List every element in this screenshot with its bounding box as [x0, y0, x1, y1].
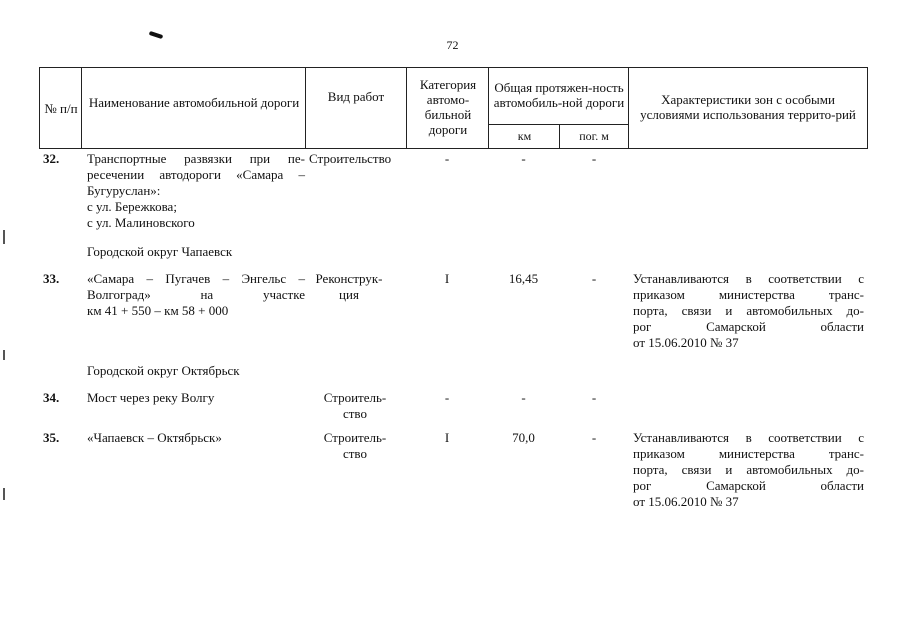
- row-number: 35.: [43, 430, 60, 445]
- road-name: «Чапаевск – Октябрьск»: [87, 430, 222, 445]
- road-name-line: Волгоград» на участке: [87, 287, 305, 302]
- zone-line: приказом министерства транс-: [633, 446, 864, 461]
- length-m: -: [591, 271, 597, 286]
- scan-edge-mark: [3, 230, 5, 244]
- zone-line: от 15.06.2010 № 37: [633, 494, 739, 509]
- zone-line: приказом министерства транс-: [633, 287, 864, 302]
- length-km: -: [521, 151, 526, 166]
- road-name-line: Бугуруслан»:: [87, 183, 161, 198]
- category: I: [444, 271, 450, 286]
- road-name-line: с ул. Малиновского: [87, 215, 195, 230]
- row-number: 34.: [43, 390, 60, 405]
- road-name: Мост через реку Волгу: [87, 390, 215, 405]
- zone-line: рог Самарской области: [633, 319, 864, 334]
- road-name-line: «Самара – Пугачев – Энгельс –: [87, 271, 305, 286]
- road-name: [87, 151, 305, 231]
- zone-line: Устанавливаются в соответствии с: [633, 271, 864, 286]
- header-work-type: Вид работ: [327, 88, 385, 104]
- category: -: [444, 151, 450, 166]
- road-name-line: км 41 + 550 – км 58 + 000: [87, 303, 229, 318]
- header-num: № п/п: [44, 100, 78, 116]
- work-type: Строитель-ство: [323, 430, 387, 461]
- road-name: [87, 271, 305, 319]
- zone-line: рог Самарской области: [633, 478, 864, 493]
- zone-characteristics: [633, 430, 864, 510]
- work-type: Реконструк-ция: [315, 271, 383, 302]
- zone-line: порта, связи и автомобильных до-: [633, 462, 864, 477]
- work-type: Строительство: [309, 151, 392, 166]
- header-m: пог. м: [579, 129, 609, 143]
- header-length: Общая протяжен-ность автомобиль-ной дороги: [493, 80, 625, 110]
- header-road-name: Наименование автомобильной дороги: [88, 94, 300, 110]
- length-m: -: [591, 390, 597, 405]
- length-km: 16,45: [508, 271, 539, 286]
- row-number: 32.: [43, 151, 60, 166]
- road-name-line: ресечении автодороги «Самара –: [87, 167, 305, 182]
- page-number: 72: [446, 38, 459, 52]
- length-km: -: [521, 390, 526, 405]
- category: I: [444, 430, 450, 445]
- row-number: 33.: [43, 271, 60, 286]
- road-name-line: Транспортные развязки при пе-: [87, 151, 305, 166]
- zone-characteristics: [633, 271, 864, 351]
- road-name-line: с ул. Бережкова;: [87, 199, 177, 214]
- scan-edge-mark: [3, 350, 5, 360]
- header-km: км: [517, 129, 532, 143]
- zone-line: порта, связи и автомобильных до-: [633, 303, 864, 318]
- length-m: -: [591, 151, 597, 166]
- header-zones: Характеристики зон с особыми условиями использования террито-рий: [640, 92, 856, 122]
- scan-edge-mark: [3, 488, 5, 500]
- category: -: [444, 390, 450, 405]
- length-km: 70,0: [512, 430, 535, 445]
- length-m: -: [591, 430, 597, 445]
- header-category: Категория автомо-бильной дороги: [419, 77, 477, 137]
- section-heading: Городской округ Чапаевск: [87, 244, 233, 259]
- zone-line: от 15.06.2010 № 37: [633, 335, 739, 350]
- section-heading: Городской округ Октябрьск: [87, 363, 240, 378]
- zone-line: Устанавливаются в соответствии с: [633, 430, 864, 445]
- work-type: Строитель-ство: [323, 390, 387, 421]
